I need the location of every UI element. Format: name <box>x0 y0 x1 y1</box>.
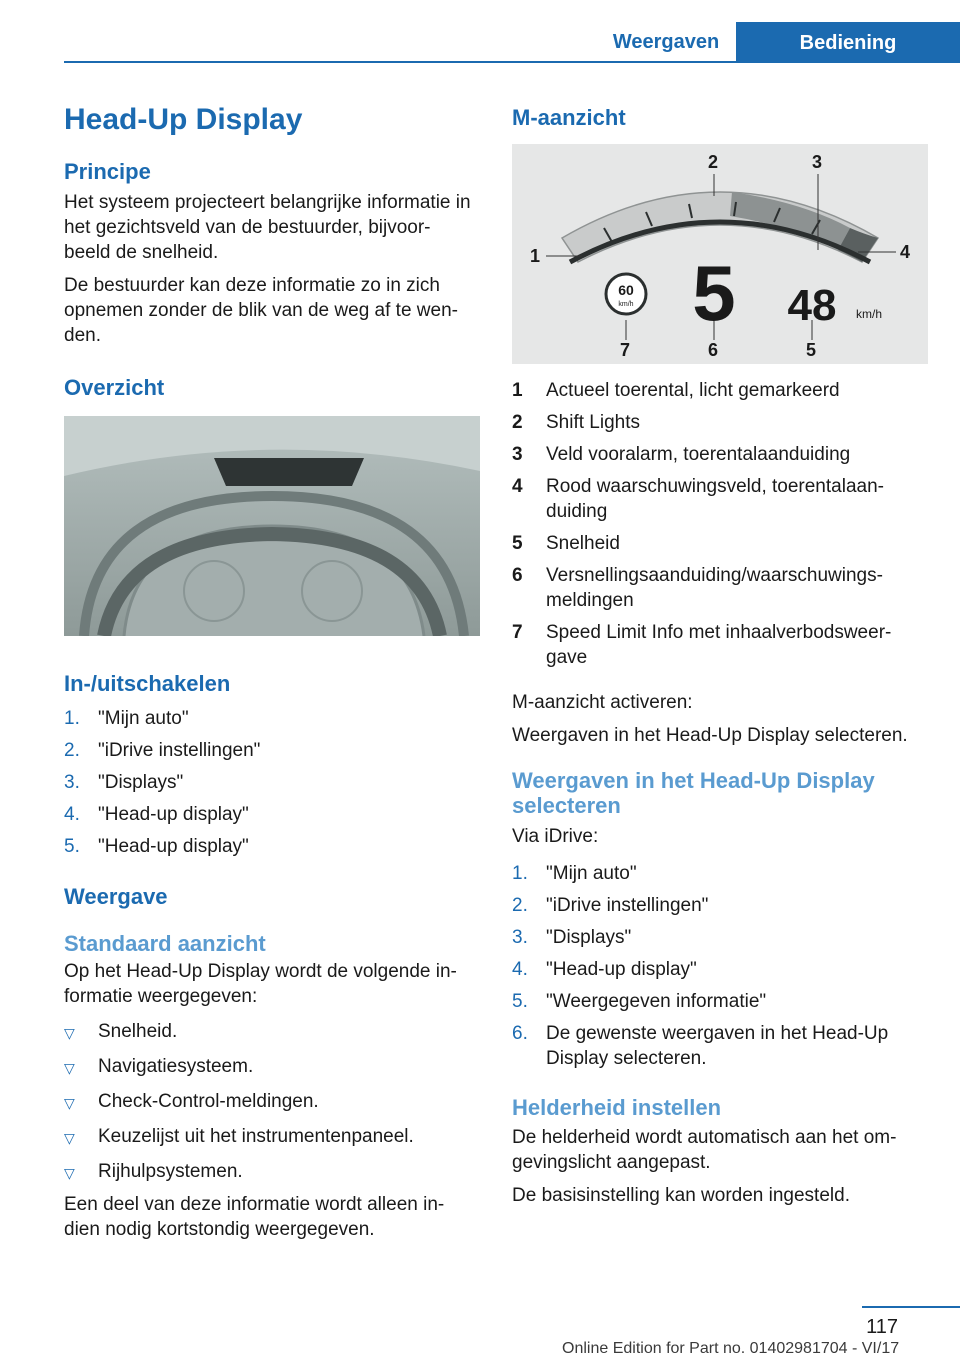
triangle-bullet-icon: ▽ <box>64 1060 75 1076</box>
principe-paragraph-1: Het systeem projecteert belangrijke informatie in het gezichtsveld van de bestuurder, bijvoor- beeld de snelheid. <box>64 192 471 263</box>
standaard-paragraph: Op het Head-Up Display wordt de volgende in- formatie weergegeven: <box>64 961 457 1007</box>
step-text: "Head-up display" <box>98 836 249 857</box>
hud-projector <box>214 458 364 486</box>
step-number: 6. <box>512 1023 528 1044</box>
legend-number: 1 <box>512 380 523 401</box>
legend-item <box>512 378 932 403</box>
legend-item <box>512 620 932 670</box>
legend-item <box>512 531 932 556</box>
legend-item <box>512 410 932 435</box>
selecteren-steps <box>512 861 932 1071</box>
speed-limit-unit: km/h <box>618 301 634 308</box>
principe-heading: Principe <box>64 159 151 184</box>
helderheid-paragraph-2: De basisinstelling kan worden ingesteld. <box>512 1185 850 1206</box>
gear-indicator: 5 <box>692 249 736 337</box>
bullet-item <box>64 1054 482 1081</box>
step-number: 5. <box>64 836 80 857</box>
m-aanzicht-heading: M-aanzicht <box>512 105 626 130</box>
legend-number: 2 <box>512 412 523 433</box>
step-text: "Displays" <box>546 927 632 948</box>
via-idrive: Via iDrive: <box>512 826 599 847</box>
standaard-bullets <box>64 1019 482 1186</box>
step-item <box>512 925 932 950</box>
head-up-display-overview-figure <box>64 416 480 636</box>
step-text: "Mijn auto" <box>546 863 637 884</box>
helderheid-heading: Helderheid instellen <box>512 1095 722 1120</box>
step-number: 3. <box>64 772 80 793</box>
legend-text: Speed Limit Info met inhaalverbodsweer- gave <box>546 622 892 668</box>
triangle-bullet-icon: ▽ <box>64 1165 75 1181</box>
legend-text: Versnellingsaanduiding/waarschuwings- meldingen <box>546 565 883 611</box>
step-text: De gewenste weergaven in het Head-Up Display selecteren. <box>546 1023 889 1069</box>
hud-legend <box>512 378 932 670</box>
step-text: "iDrive instellingen" <box>98 740 261 761</box>
bullet-text: Check-Control-meldingen. <box>98 1091 319 1112</box>
step-number: 3. <box>512 927 528 948</box>
principe-paragraph-2: De bestuurder kan deze informatie zo in zich opnemen zonder de blik van de weg af te wen- den. <box>64 275 458 346</box>
page-number: 117 <box>866 1316 898 1338</box>
header-tab-bediening[interactable]: Bediening <box>736 22 960 62</box>
step-item <box>512 893 932 918</box>
legend-text: Rood waarschuwingsveld, toerentalaan- duiding <box>546 476 884 522</box>
callout-4: 4 <box>900 242 911 262</box>
bullet-text: Rijhulpsystemen. <box>98 1161 243 1182</box>
edition-note: Online Edition for Part no. 01402981704 - VI/17 <box>562 1340 900 1357</box>
step-item <box>512 861 932 886</box>
step-item <box>64 738 482 763</box>
step-text: "Mijn auto" <box>98 708 189 729</box>
page-title: Head-Up Display <box>64 103 303 136</box>
callout-6: 6 <box>708 340 719 360</box>
step-item <box>512 989 932 1014</box>
speed-value: 48 <box>787 281 837 330</box>
legend-text: Snelheid <box>546 533 620 554</box>
bullet-item <box>64 1089 482 1116</box>
selecteren-heading: Weergaven in het Head-Up Display selecteren <box>512 768 875 818</box>
bullet-item <box>64 1124 482 1151</box>
triangle-bullet-icon: ▽ <box>64 1025 75 1041</box>
step-item <box>512 957 932 982</box>
activeren-line-2: Weergaven in het Head-Up Display selecteren. <box>512 725 908 746</box>
step-text: "Displays" <box>98 772 184 793</box>
legend-number: 6 <box>512 565 523 586</box>
legend-number: 5 <box>512 533 523 554</box>
footer-rule <box>862 1306 960 1308</box>
step-number: 1. <box>64 708 80 729</box>
bullet-text: Navigatiesysteem. <box>98 1056 254 1077</box>
activeren-line-1: M-aanzicht activeren: <box>512 692 693 713</box>
header-rule <box>64 61 960 63</box>
step-text: "iDrive instellingen" <box>546 895 709 916</box>
callout-5: 5 <box>806 340 817 360</box>
bullet-text: Snelheid. <box>98 1021 178 1042</box>
legend-number: 4 <box>512 476 523 497</box>
legend-item <box>512 563 932 613</box>
left-column <box>64 100 482 1242</box>
bullet-item <box>64 1159 482 1186</box>
legend-text: Shift Lights <box>546 412 640 433</box>
speed-unit: km/h <box>856 307 883 321</box>
step-number: 4. <box>512 959 528 980</box>
step-text: "Weergegeven informatie" <box>546 991 767 1012</box>
callout-7: 7 <box>620 340 631 360</box>
legend-item <box>512 442 932 467</box>
step-item <box>64 770 482 795</box>
triangle-bullet-icon: ▽ <box>64 1130 75 1146</box>
inuitschakelen-steps <box>64 706 482 859</box>
weergave-heading: Weergave <box>64 884 168 909</box>
overzicht-heading: Overzicht <box>64 375 165 400</box>
bullet-item <box>64 1019 482 1046</box>
bullet-text: Keuzelijst uit het instrumentenpaneel. <box>98 1126 414 1147</box>
step-item <box>512 1021 932 1071</box>
helderheid-paragraph-1: De helderheid wordt automatisch aan het om- gevingslicht aangepast. <box>512 1127 897 1173</box>
step-item <box>64 706 482 731</box>
step-number: 4. <box>64 804 80 825</box>
legend-text: Veld vooralarm, toerentalaanduiding <box>546 444 851 465</box>
step-text: "Head-up display" <box>98 804 249 825</box>
step-number: 2. <box>512 895 528 916</box>
step-number: 2. <box>64 740 80 761</box>
step-item <box>64 802 482 827</box>
inuitschakelen-heading: In-/uitschakelen <box>64 671 231 696</box>
step-item <box>64 834 482 859</box>
legend-text: Actueel toerental, licht gemarkeerd <box>546 380 840 401</box>
step-text: "Head-up display" <box>546 959 697 980</box>
triangle-bullet-icon: ▽ <box>64 1095 75 1111</box>
callout-2: 2 <box>708 152 719 172</box>
closing-paragraph: Een deel van deze informatie wordt alleen in- dien nodig kortstondig weergegeven. <box>64 1194 445 1240</box>
header-tab-weergaven[interactable]: Weergaven <box>612 31 720 53</box>
speed-limit-value: 60 <box>618 282 634 298</box>
callout-1: 1 <box>530 246 541 266</box>
m-view-figure <box>512 144 928 364</box>
step-number: 1. <box>512 863 528 884</box>
legend-item <box>512 474 932 524</box>
legend-number: 3 <box>512 444 523 465</box>
step-number: 5. <box>512 991 528 1012</box>
standaard-aanzicht-heading: Standaard aanzicht <box>64 931 266 956</box>
legend-number: 7 <box>512 622 523 643</box>
callout-3: 3 <box>812 152 823 172</box>
